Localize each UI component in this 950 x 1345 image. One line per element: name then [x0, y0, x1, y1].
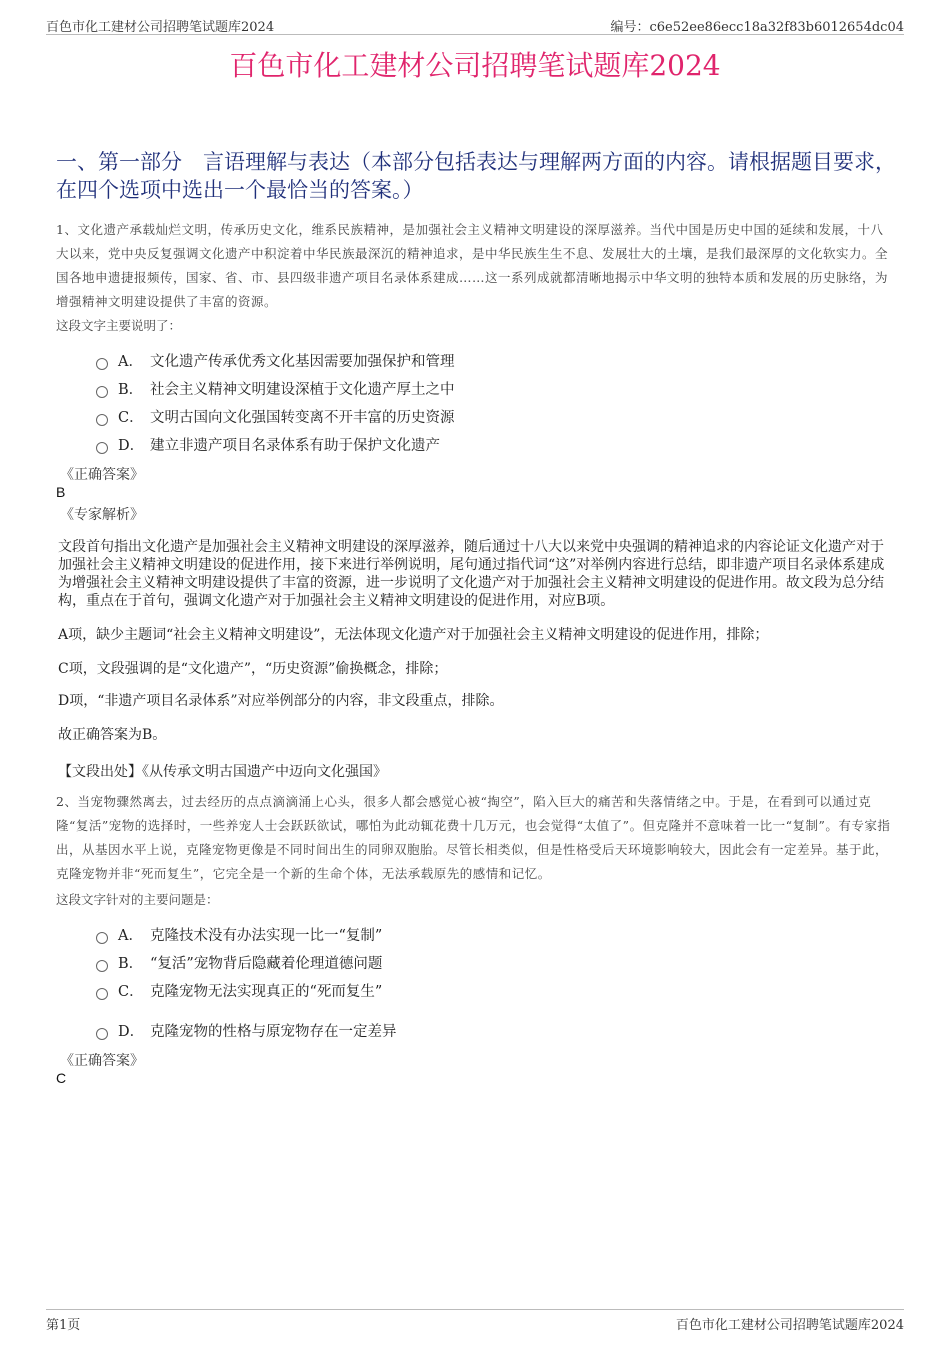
q2-option-d[interactable]: D． 克隆宠物的性格与原宠物存在一定差异	[96, 1020, 397, 1041]
page-footer	[46, 1309, 904, 1333]
document-id: 编号：c6e52ee86ecc18a32f83b6012654dc04	[610, 20, 904, 35]
page-number: 第1页	[46, 1318, 81, 1333]
q1-answer: B	[56, 484, 66, 500]
radio-icon[interactable]	[96, 988, 108, 1000]
radio-icon[interactable]	[96, 386, 108, 398]
radio-icon[interactable]	[96, 442, 108, 454]
q1-option-d[interactable]: D． 建立非遗产项目名录体系有助于保护文化遗产	[96, 434, 440, 455]
q1-source: 【文段出处】《从传承文明古国遗产中迈向文化强国》	[58, 764, 387, 780]
q1-analysis-c: C项，文段强调的是“文化遗产”，“历史资源”偷换概念，排除；	[58, 661, 448, 677]
q1-analysis-a: A项，缺少主题词“社会主义精神文明建设”，无法体现文化遗产对于加强社会主义精神文明建设的促进作用，排除；	[58, 627, 769, 643]
radio-icon[interactable]	[96, 358, 108, 370]
q2-option-b[interactable]: B． “复活”宠物背后隐藏着伦理道德问题	[96, 952, 382, 973]
radio-icon[interactable]	[96, 1028, 108, 1040]
header-left: 百色市化工建材公司招聘笔试题库2024	[46, 20, 275, 35]
q2-answer: C	[56, 1070, 67, 1086]
q1-prompt: 这段文字主要说明了：	[56, 318, 182, 333]
q1-analysis-conclusion: 故正确答案为B。	[58, 727, 167, 743]
radio-icon[interactable]	[96, 960, 108, 972]
q1-analysis-main: 文段首句指出文化遗产是加强社会主义精神文明建设的深厚滋养，随后通过十八大以来党中央强调的精神追求的内容论证文化遗产对于加强社会主义精神文明建设的促进作用，接下来进行举例说明，尾句通过指代词“这”对举例内容进行总结，即非遗产项目名录体系建成为增强社会主义精神文明建设提供了丰富的资源，进一步说明了文化遗产对于加强社会主义精神文明建设的促进作用。故文段为总分结构，重点在于首句，强调文化遗产对于加强社会主义精神文明建设的促进作用，对应B项。	[58, 539, 885, 609]
page-title: 百色市化工建材公司招聘笔试题库2024	[229, 49, 721, 82]
q2-passage: 2、当宠物骤然离去，过去经历的点点滴滴涌上心头，很多人都会感觉心被“掏空”，陷入巨大的痛苦和失落情绪之中。于是，在看到可以通过克隆“复活”宠物的选择时，一些养宠人士会跃跃欲试，哪怕为此动辄花费十几万元，也会觉得“太值了”。但克隆并不意味着一比一“复制”。有专家指出，从基因水平上说，克隆宠物更像是不同时间出生的同卵双胞胎。尽管长相类似，但是性格受后天环境影响较大，因此会有一定差异。基于此，克隆宠物并非“死而复生”，它完全是一个新的生命个体，无法承载原先的感情和记忆。	[56, 794, 891, 881]
q1-answer-label: 《正确答案》	[60, 467, 144, 483]
footer-title: 百色市化工建材公司招聘笔试题库2024	[675, 1318, 904, 1333]
q1-option-c[interactable]: C． 文明古国向文化强国转变离不开丰富的历史资源	[96, 406, 455, 427]
q1-option-b[interactable]: B． 社会主义精神文明建设深植于文化遗产厚土之中	[96, 378, 455, 399]
q1-option-a[interactable]: A． 文化遗产传承优秀文化基因需要加强保护和管理	[96, 350, 455, 371]
q2-option-c[interactable]: C． 克隆宠物无法实现真正的“死而复生”	[96, 980, 382, 1001]
q2-option-a[interactable]: A． 克隆技术没有办法实现一比一“复制”	[96, 924, 382, 945]
q1-analysis-d: D项，“非遗产项目名录体系”对应举例部分的内容，非文段重点，排除。	[58, 693, 504, 709]
radio-icon[interactable]	[96, 932, 108, 944]
q1-analysis-label: 《专家解析》	[60, 507, 144, 523]
section-heading: 一、第一部分 言语理解与表达（本部分包括表达与理解两方面的内容。请根据题目要求，在四个选项中选出一个最恰当的答案。）	[56, 150, 896, 202]
q1-passage: 1、文化遗产承载灿烂文明，传承历史文化，维系民族精神，是加强社会主义精神文明建设的深厚滋养。当代中国是历史中国的延续和发展，十八大以来，党中央反复强调文化遗产中积淀着中华民族最深沉的精神追求，是中华民族生生不息、发展壮大的土壤，是我们最深厚的文化软实力。全国各地申遗捷报频传，国家、省、市、县四级非遗产项目名录体系建成……这一系列成就都清晰地揭示中华文明的独特本质和发展的历史脉络，为增强精神文明建设提供了丰富的资源。	[56, 222, 889, 309]
page-header	[46, 14, 904, 35]
q2-answer-label: 《正确答案》	[60, 1053, 144, 1069]
radio-icon[interactable]	[96, 414, 108, 426]
q2-prompt: 这段文字针对的主要问题是：	[56, 892, 219, 907]
